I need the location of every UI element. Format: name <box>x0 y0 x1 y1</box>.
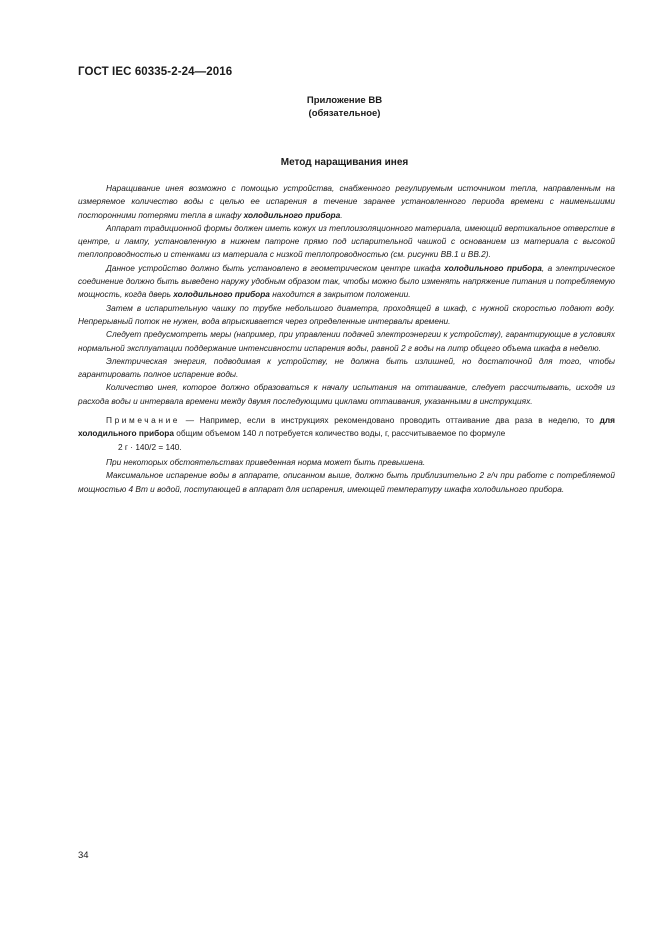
annex-status: (обязательное) <box>308 108 381 119</box>
term-emphasis: холодильного прибора <box>444 262 542 273</box>
text-run: — Например, если в инструкциях рекомендовано проводить оттаивание два раза в неделю, то <box>180 415 600 426</box>
term-emphasis: холодильного прибора <box>243 209 341 220</box>
paragraph-9: Максимальное испарение воды в аппарате, описанном выше, должно быть приблизительно 2 г/ч при работе с потребляемой мощностью 4 Вт и водой, поступающей в аппарат для испарения, имеющей температуру шкафа холодильного прибора. <box>78 470 615 494</box>
section-title: Метод наращивания инея <box>280 157 409 168</box>
paragraph-2: Аппарат традиционной формы должен иметь кожух из теплоизоляционного материала, имеющий вертикальное отверстие в центре, и лампу, установленную в нижнем патроне прямо под испарительной чашкой с основанием из материала с высокой теплопроводностью и стенками из материала с низкой теплопроводностью (см. рисунки ВВ.1 и ВВ.2). <box>78 222 615 260</box>
paragraph-3 <box>78 262 615 302</box>
text-run: . <box>340 209 343 220</box>
note-label: Примечание <box>106 415 181 426</box>
page-number: 34 <box>78 850 89 861</box>
paragraph-1 <box>78 182 615 222</box>
note-paragraph <box>78 414 615 441</box>
text-run: находится в закрытом положении. <box>269 289 411 300</box>
paragraph-4: Затем в испарительную чашку по трубке небольшого диаметра, проходящей в шкаф, с нужной скоростью подают воду. Непрерывный поток не нужен, вода впрыскивается через определенные интервалы времени. <box>78 302 615 326</box>
document-body <box>78 182 615 496</box>
paragraph-5: Следует предусмотреть меры (например, при управлении подачей электроэнергии к устройству), гарантирующие в условиях нормальной эксплуатации поддержание интенсивности испарения воды, равной 2 г воды на литр общего объема шкафа в неделю. <box>78 329 615 353</box>
term-emphasis: холодильного прибора <box>173 289 270 300</box>
term-emphasis: для холодильного прибора <box>78 415 615 439</box>
text-run: , а электрическое соединение должно быть выведено наружу удобным образом так, чтобы можно было изменять напряжение питания и потребляемую мощность, когда дверь <box>78 262 615 300</box>
paragraph-8: При некоторых обстоятельствах приведенная норма может быть превышена. <box>106 456 426 467</box>
annex-title: Приложение BB <box>306 95 383 106</box>
standard-code: ГОСТ IEC 60335-2-24—2016 <box>78 66 233 78</box>
text-run: Данное устройство должно быть установлено в геометрическом центре шкафа <box>106 262 445 273</box>
text-run: общим объемом 140 л потребуется количество воды, г, рассчитываемое по формуле <box>173 428 506 439</box>
paragraph-7: Количество инея, которое должно образоваться к началу испытания на оттаивание, следует рассчитывать, исходя из расхода воды и интервала времени между двумя последующими циклами оттаивания, указанными в инструкциях. <box>78 382 615 406</box>
text-run: Наращивание инея возможно с помощью устройства, снабженного регулируемым источником тепла, направленным на измеряемое количество воды с целью ее испарения в течение заранее установленного периода времени с наименьшими посторонними потерями тепла в шкафу <box>78 183 615 220</box>
formula: 2 г · 140/2 = 140. <box>118 441 182 452</box>
paragraph-6: Электрическая энергия, подводимая к устройству, не должна быть излишней, но достаточной для того, чтобы гарантировать полное испарение воды. <box>78 355 615 380</box>
